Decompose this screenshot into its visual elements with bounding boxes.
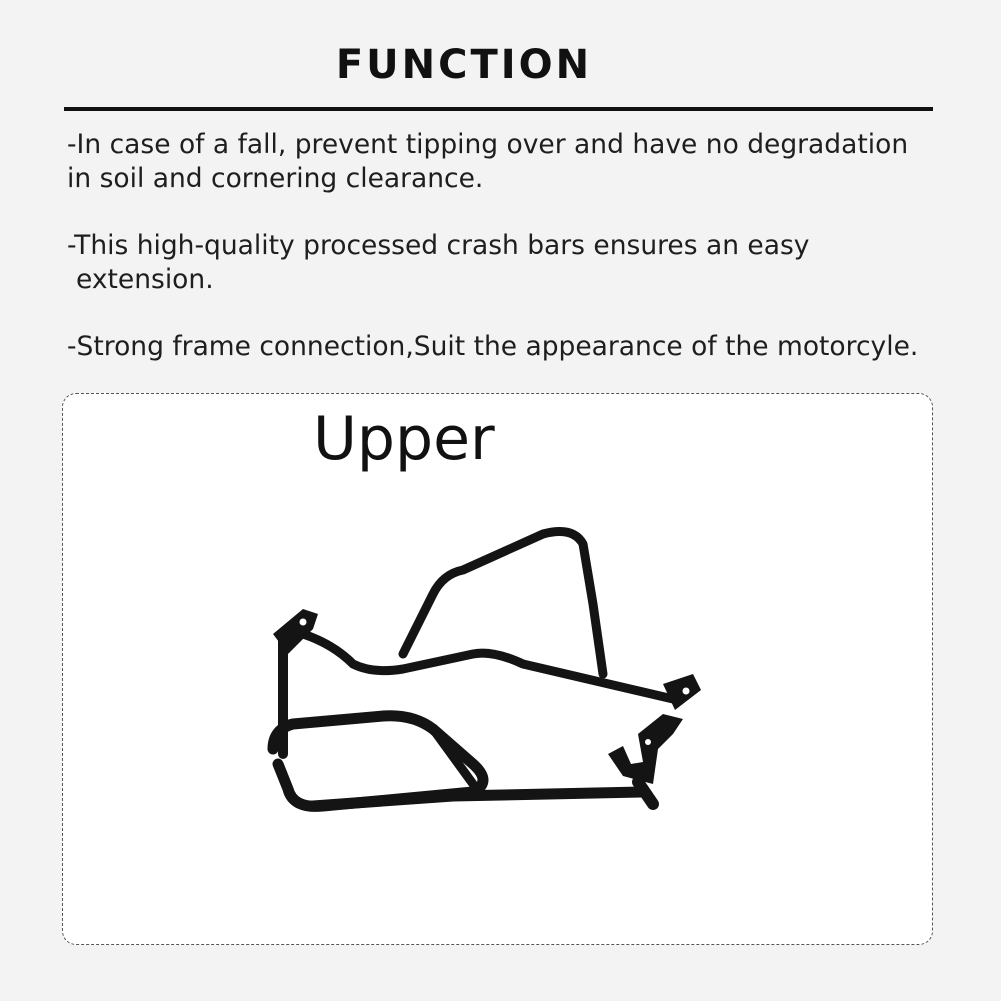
panel-label-upper: Upper (313, 404, 495, 474)
feature-2-line-2: extension. (76, 264, 214, 295)
feature-quality (67, 229, 809, 297)
feature-2-line-1: -This high-quality processed crash bars ensures an easy (67, 230, 810, 261)
product-panel (62, 393, 933, 945)
feature-1-line-2: in soil and cornering clearance. (67, 163, 484, 194)
crash-bar-illustration-icon (243, 514, 723, 844)
feature-1-line-1: -In case of a fall, prevent tipping over and have no degradation (67, 129, 909, 160)
feature-frame-connection (67, 330, 918, 364)
feature-3-line-1: -Strong frame connection,Suit the appearance of the motorcyle. (67, 331, 919, 362)
heading-underline (64, 107, 933, 111)
feature-fall-protection (67, 128, 908, 196)
function-heading: FUNCTION (335, 42, 593, 88)
